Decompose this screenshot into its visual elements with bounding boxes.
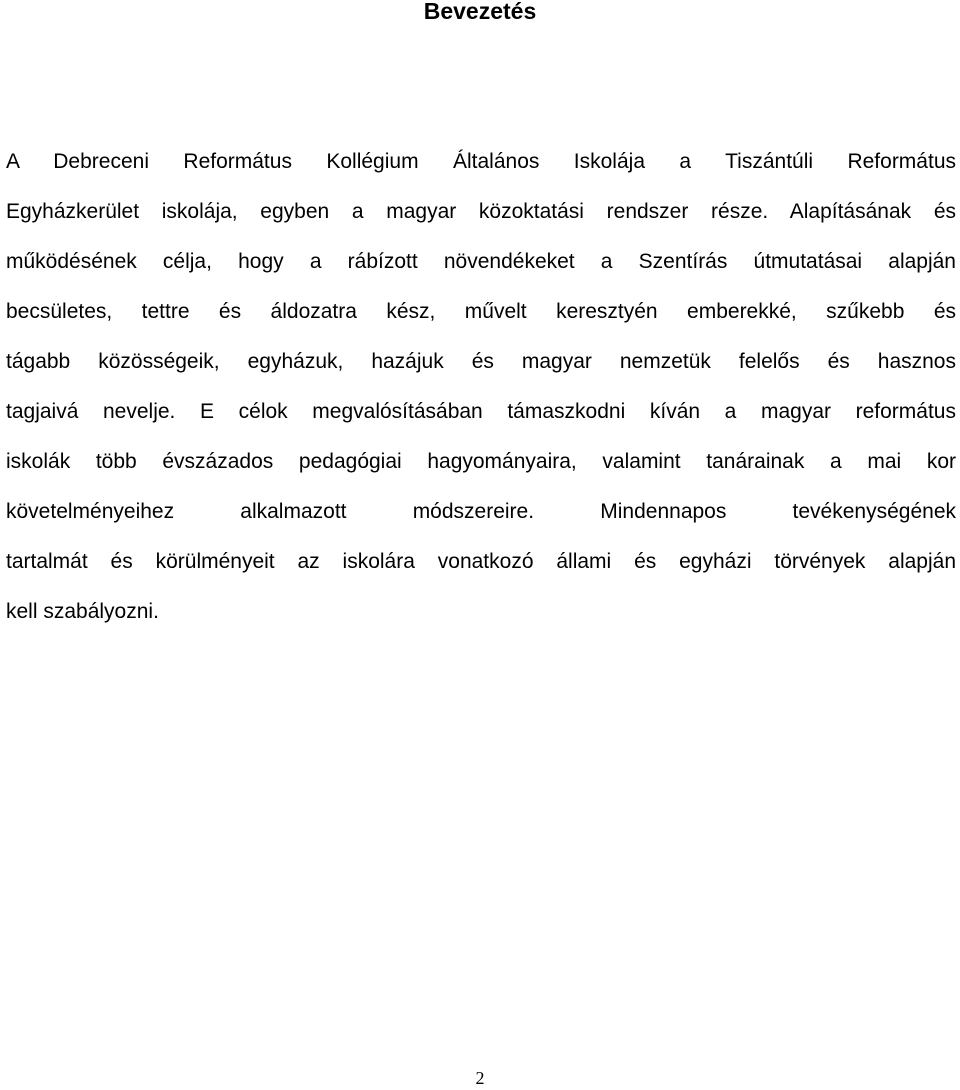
paragraph-line: becsületes, tettre és áldozatra kész, művelt keresztyén emberekké, szűkebb és <box>6 300 956 323</box>
page-title: Bevezetés <box>423 0 537 24</box>
paragraph-line: tartalmát és körülményeit az iskolára vonatkozó állami és egyházi törvények alapján <box>6 550 956 573</box>
paragraph-line: működésének célja, hogy a rábízott növendékeket a Szentírás útmutatásai alapján <box>6 250 956 273</box>
page-number: 2 <box>475 1068 485 1088</box>
paragraph-line: tagjaivá nevelje. E célok megvalósításában támaszkodni kíván a magyar református <box>6 400 956 423</box>
paragraph-line: A Debreceni Református Kollégium Általános Iskolája a Tiszántúli Református <box>6 150 956 173</box>
paragraph-line: Egyházkerület iskolája, egyben a magyar közoktatási rendszer része. Alapításának és <box>6 200 956 223</box>
intro-paragraph <box>6 146 956 646</box>
paragraph-line: tágabb közösségeik, egyházuk, hazájuk és magyar nemzetük felelős és hasznos <box>6 350 956 373</box>
paragraph-line: követelményeihez alkalmazott módszereire. Mindennapos tevékenységének <box>6 500 956 523</box>
paragraph-line: iskolák több évszázados pedagógiai hagyományaira, valamint tanárainak a mai kor <box>6 450 956 473</box>
paragraph-line: kell szabályozni. <box>6 600 159 623</box>
